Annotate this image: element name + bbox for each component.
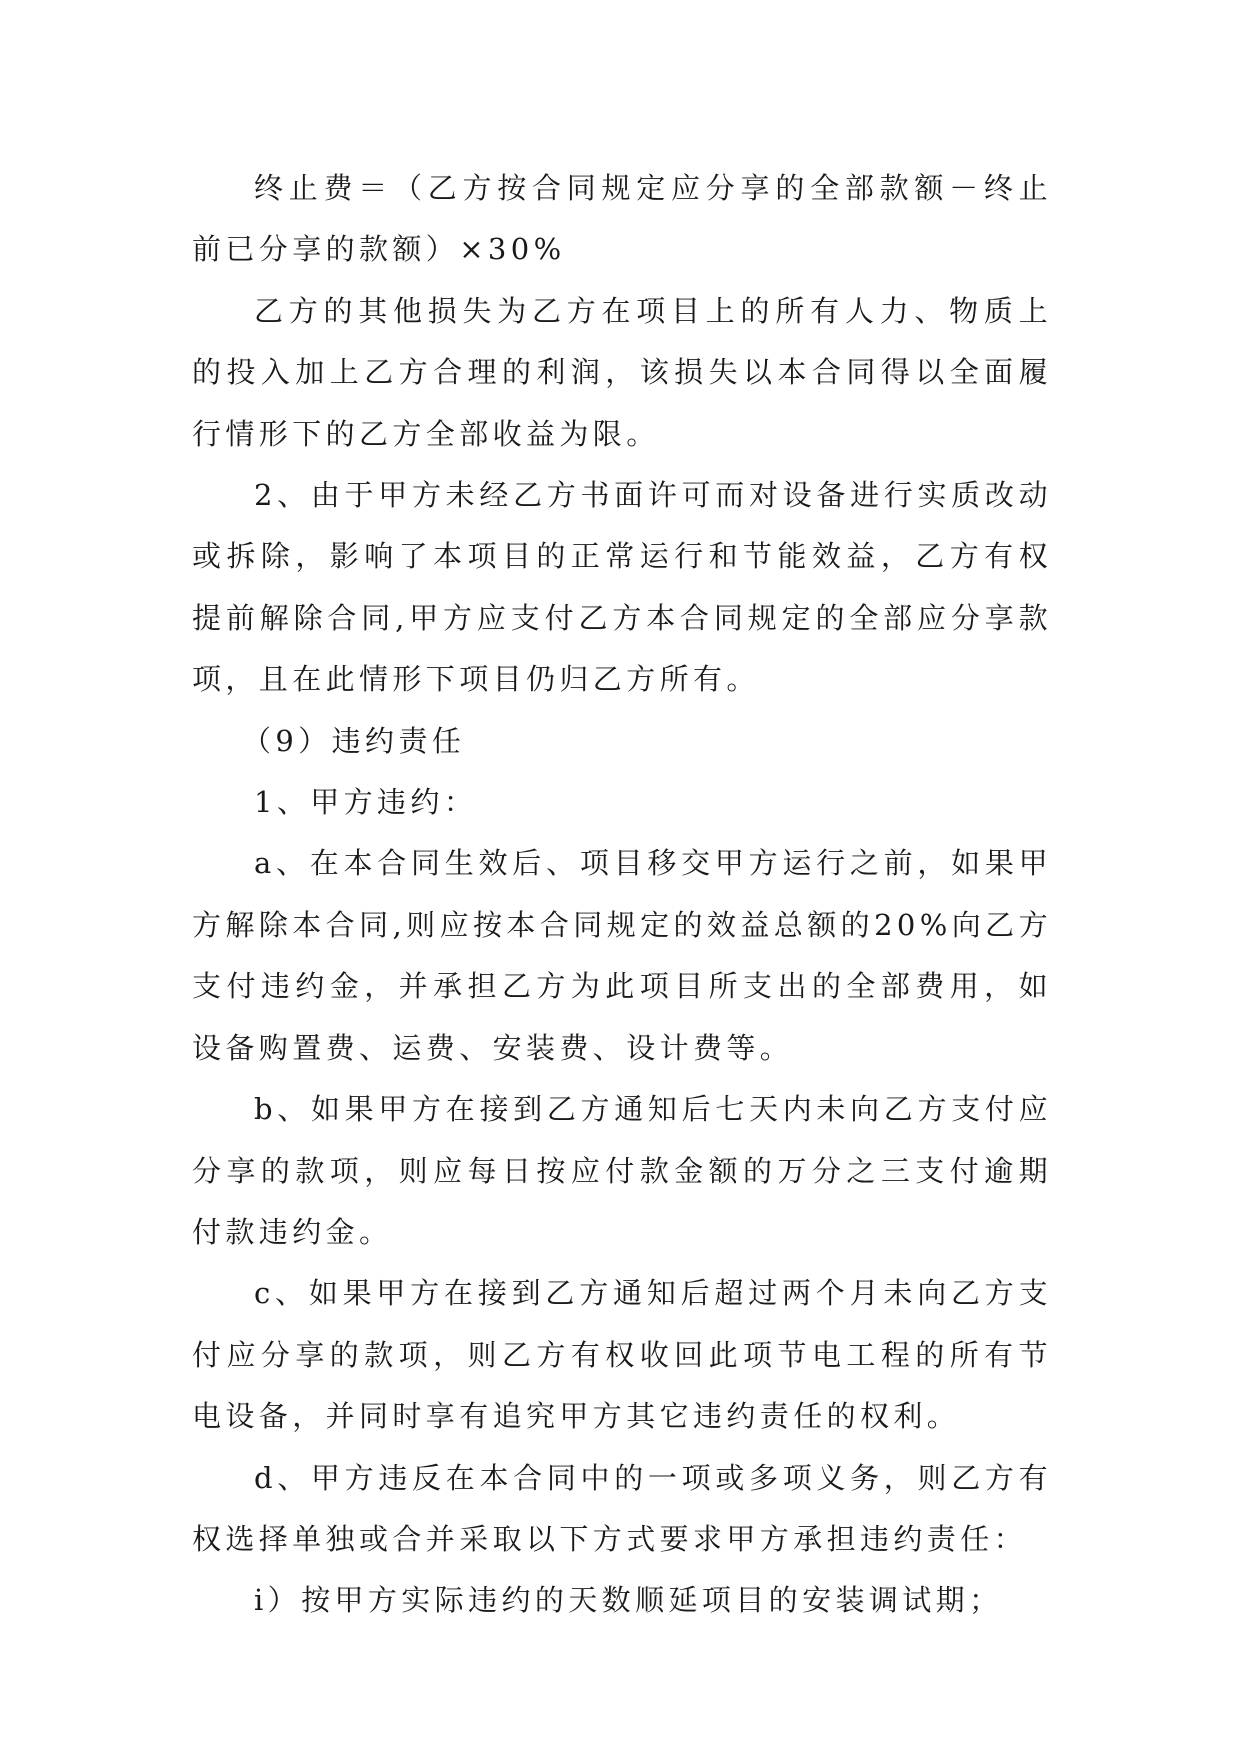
clause-2-paragraph: 2、由于甲方未经乙方书面许可而对设备进行实质改动或拆除，影响了本项目的正常运行和节能效益，乙方有权提前解除合同,甲方应支付乙方本合同规定的全部应分享款项，且在此情形下项目仍归乙方所有。 xyxy=(192,478,1052,697)
section-heading-breach-liability: （9）违约责任 xyxy=(242,723,466,758)
other-losses-paragraph: 乙方的其他损失为乙方在项目上的所有人力、物质上的投入加上乙方合理的利润，该损失以本合同得以全面履行情形下的乙方全部收益为限。 xyxy=(192,293,1052,451)
document-body xyxy=(192,158,1052,1632)
clause-d-paragraph: d、甲方违反在本合同中的一项或多项义务，则乙方有权选择单独或合并采取以下方式要求甲方承担违约责任： xyxy=(192,1460,1052,1556)
clause-i-paragraph: i）按甲方实际违约的天数顺延项目的安装调试期； xyxy=(254,1583,1003,1618)
clause-c-paragraph: c、如果甲方在接到乙方通知后超过两个月未向乙方支付应分享的款项，则乙方有权收回此项节电工程的所有节电设备，并同时享有追究甲方其它违约责任的权利。 xyxy=(192,1276,1052,1434)
termination-fee-formula: 终止费＝（乙方按合同规定应分享的全部款额－终止前已分享的款额）×30% xyxy=(192,171,1052,267)
party-a-breach-heading: 1、甲方违约： xyxy=(254,785,478,820)
clause-a-paragraph: a、在本合同生效后、项目移交甲方运行之前，如果甲方解除本合同,则应按本合同规定的效益总额的20%向乙方支付违约金，并承担乙方为此项目所支出的全部费用，如设备购置费、运费、安装费、设计费等。 xyxy=(192,846,1052,1065)
clause-b-paragraph: b、如果甲方在接到乙方通知后七天内未向乙方支付应分享的款项，则应每日按应付款金额的万分之三支付逾期付款违约金。 xyxy=(192,1092,1052,1249)
